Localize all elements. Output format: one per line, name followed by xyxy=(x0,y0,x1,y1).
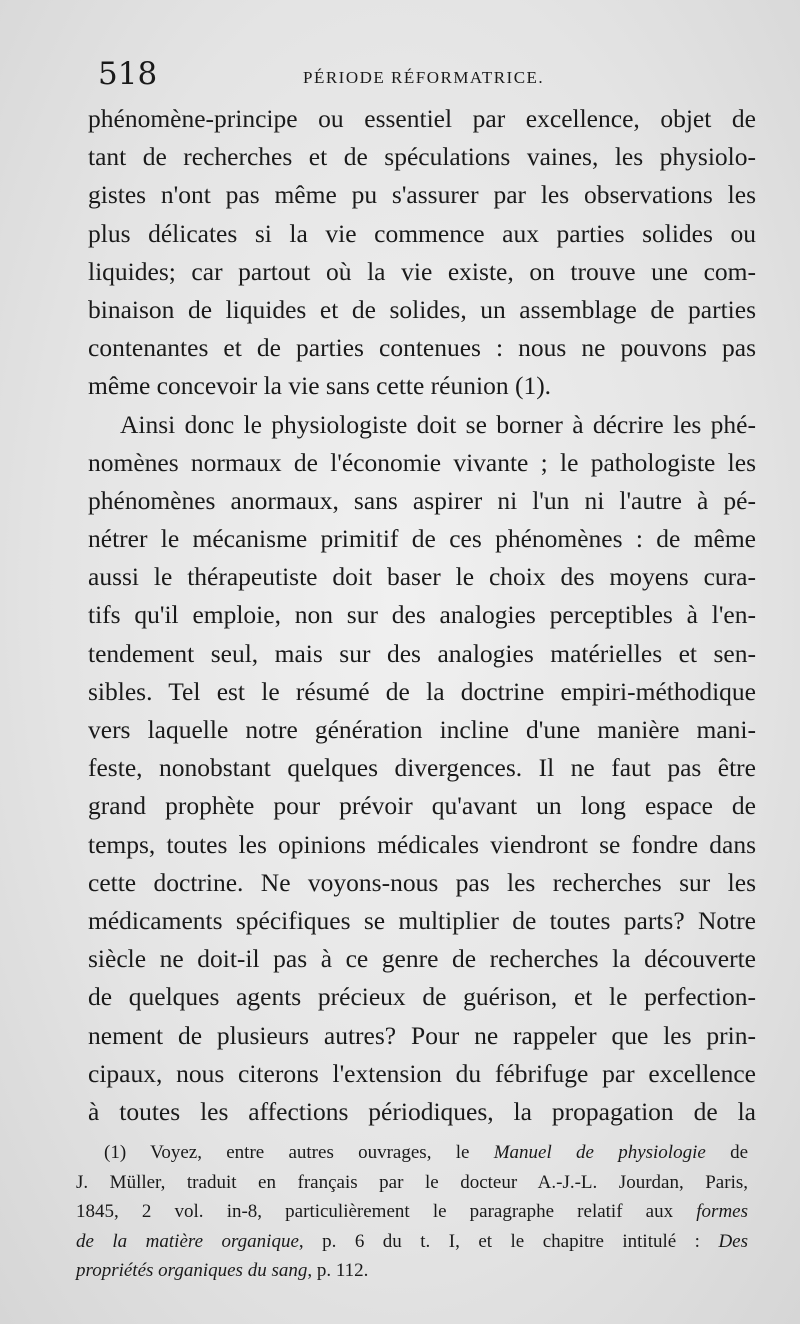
text-line: contenantes et de parties contenues : nous ne pouvons pas xyxy=(88,333,756,363)
footnote-title: formes xyxy=(696,1201,748,1222)
text-line: Ainsi donc le physiologiste doit se borner à décrire les phé- xyxy=(120,409,756,439)
footnote-text: , p. 6 du t. I, et le chapitre intitulé : xyxy=(298,1230,719,1252)
footnote-line xyxy=(76,1138,748,1168)
page-header xyxy=(98,56,698,96)
text-line: binaison de liquides et de solides, un assemblage de parties xyxy=(88,294,756,324)
footnote-line: J. Müller, traduit en français par le docteur A.-J.-L. Jourdan, Paris, xyxy=(76,1171,748,1193)
text-line: siècle ne doit-il pas à ce genre de recherches la découverte xyxy=(88,944,756,974)
footnote-title: Des xyxy=(718,1230,748,1252)
footnote-line xyxy=(76,1256,748,1286)
text-line: gistes n'ont pas même pu s'assurer par les observations les xyxy=(88,180,756,210)
text-line: sibles. Tel est le résumé de la doctrine empiri-méthodique xyxy=(88,676,756,706)
text-line: liquides; car partout où la vie existe, on trouve une com- xyxy=(88,256,756,286)
footnote-text: , p. 112. xyxy=(307,1260,369,1281)
text-line: tifs qu'il emploie, non sur des analogies perceptibles à l'en- xyxy=(88,600,756,630)
text-line: nement de plusieurs autres? Pour ne rappeler que les prin- xyxy=(88,1020,756,1050)
text-line: même concevoir la vie sans cette réunion (1). xyxy=(88,371,552,401)
footnote xyxy=(76,1138,748,1286)
text-line: cipaux, nous citerons l'extension du fébrifuge par excellence xyxy=(88,1058,756,1088)
footnote-title: de la matière organique xyxy=(76,1230,299,1252)
text-line: tendement seul, mais sur des analogies matérielles et sen- xyxy=(88,638,756,668)
text-line: cette doctrine. Ne voyons-nous pas les recherches sur les xyxy=(88,867,756,897)
footnote-text: de xyxy=(705,1142,748,1163)
footnote-line xyxy=(76,1227,748,1257)
running-head: PÉRIODE RÉFORMATRICE. xyxy=(303,68,545,87)
text-line: temps, toutes les opinions médicales viendront se fondre dans xyxy=(88,829,756,859)
footnote-line xyxy=(76,1197,748,1227)
text-line: de quelques agents précieux de guérison, et le perfection- xyxy=(88,982,756,1012)
footnote-text: 1845, 2 vol. in-8, particulièrement le paragraphe relatif aux xyxy=(76,1201,697,1222)
text-line: plus délicates si la vie commence aux parties solides ou xyxy=(88,218,756,248)
footnote-title: Manuel de physiologie xyxy=(493,1142,706,1163)
text-line: médicaments spécifiques se multiplier de toutes parts? Notre xyxy=(88,905,756,935)
text-line: grand prophète pour prévoir qu'avant un long espace de xyxy=(88,791,756,821)
text-line: à toutes les affections périodiques, la propagation de la xyxy=(88,1096,756,1126)
text-line: nétrer le mécanisme primitif de ces phénomènes : de même xyxy=(88,524,756,554)
page-number: 518 xyxy=(98,56,158,92)
body-text xyxy=(88,100,756,1131)
footnote-text: (1) Voyez, entre autres ouvrages, le xyxy=(104,1142,494,1163)
text-line: phénomène-principe ou essentiel par excellence, objet de xyxy=(88,104,756,133)
text-line: vers laquelle notre génération incline d'une manière mani- xyxy=(88,715,756,744)
text-line: tant de recherches et de spéculations vaines, les physiolo- xyxy=(88,142,756,172)
text-line: feste, nonobstant quelques divergences. Il ne faut pas être xyxy=(88,753,756,783)
footnote-title: propriétés organiques du sang xyxy=(76,1260,308,1281)
text-line: nomènes normaux de l'économie vivante ; le pathologiste les xyxy=(88,447,756,477)
text-line: phénomènes anormaux, sans aspirer ni l'un ni l'autre à pé- xyxy=(88,485,756,515)
text-line: aussi le thérapeutiste doit baser le choix des moyens cura- xyxy=(88,562,756,592)
